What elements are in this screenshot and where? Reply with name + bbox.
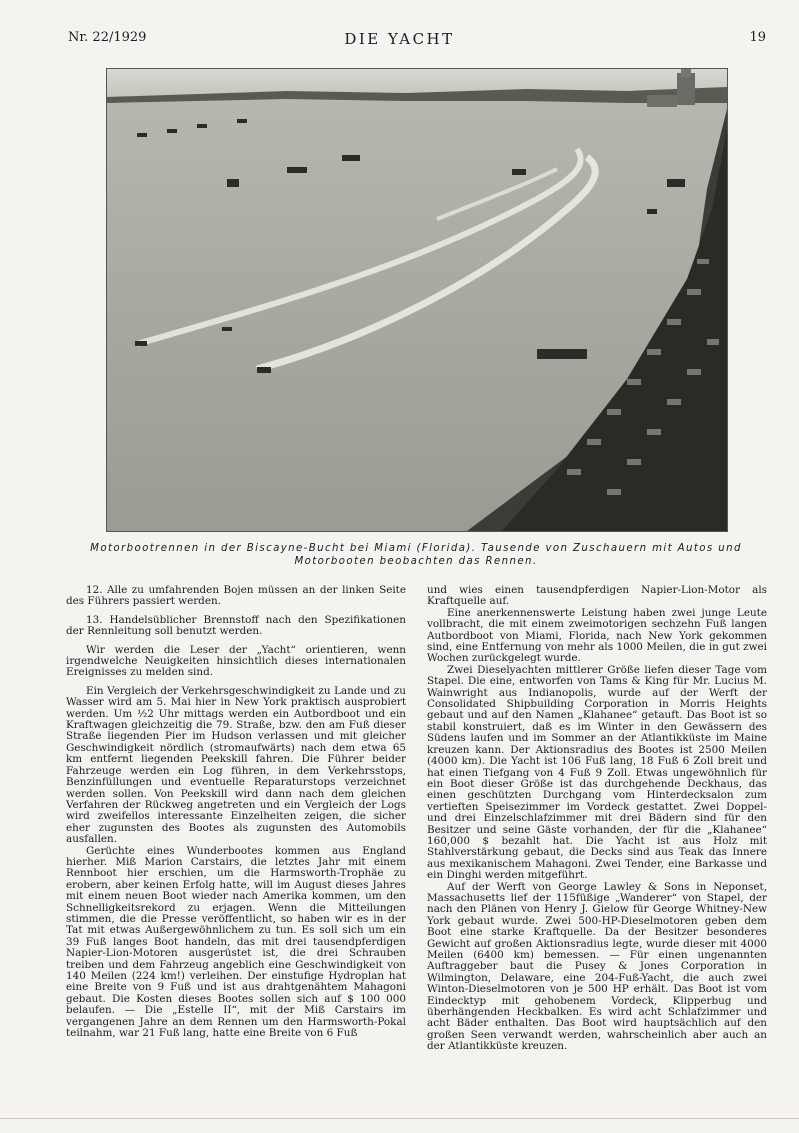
paragraph: 12. Alle zu umfahrenden Bojen müssen an der linken Seite des Führers passiert werden. [66, 584, 406, 608]
paragraph: Wir werden die Leser der „Yacht“ orientieren, wenn irgendwelche Neuigkeiten hinsichtlich dieses internationalen Ereignisses zu melden sind. [66, 643, 406, 679]
paragraph: Zwei Dieselyachten mittlerer Größe liefen dieser Tage vom Stapel. Die eine, entworfen von Tams & King für Mr. Lucius M. Wainwright aus Indianopolis, wurde auf der Werft der Consolidated Shipbuilding Corporation in Morris Heights gebaut und auf den Namen „Klahanee“ getauft. Das Boot ist so stabil konstruiert, daß es im Winter in den Gewässern des Südens laufen und im Sommer an der Atlantikküste im Maine kreuzen kann. Der Aktionsradius des Bootes ist 2500 Meilen (4000 km). Die Yacht ist 106 Fuß lang, 18 Fuß 6 Zoll breit und hat einen Tiefgang von 4 Fuß 9 Zoll. Etwas ungewöhnlich für ein Boot dieser Größe ist das durchgehende Deckhaus, das einen geschützten Durchgang vom Hinterdecksalon zum vertieften Speisezimmer im Vordeck gestattet. Zwei Doppel- und drei Einzelschlafzimmer mit drei Bädern sind für den Besitzer und seine Gäste vorhanden, der für die „Klahanee“ 160,000 $ bezahlt hat. Die Yacht ist aus Holz mit Stahlverstärkung gebaut, die Decks sind aus Teak das Innere aus mexikanischem Mahagoni. Zwei Tender, eine Barkasse und ein Dinghi werden mitgeführt. [427, 663, 767, 882]
page-number: 19 [749, 30, 766, 45]
paragraph: Eine anerkennenswerte Leistung haben zwei junge Leute vollbracht, die mit einem zweimotorigen sechzehn Fuß langen Autbordboot von Miami, Florida, nach New York gekommen sind, eine Entfernung von mehr als 1000 Meilen, die in gut zwei Wochen zurückgelegt wurde. [427, 606, 767, 665]
race-photo [106, 68, 728, 532]
paragraph: Gerüchte eines Wunderbootes kommen aus England hierher. Miß Marion Carstairs, die letztes Jahr mit einem Rennboot hier erschien, um die Harmsworth-Trophäe zu erobern, aber keinen Erfolg hatte, will im August dieses Jahres mit einem neuen Boot wieder nach Amerika kommen, um den Schnelligkeitsrekord zu erjagen. Wenn die Mitteilungen stimmen, die die Presse veröffentlicht, so haben wir es in der Tat mit etwas Außergewöhnlichem zu tun. Es soll sich um ein 39 Fuß langes Boot handeln, das mit drei tausendpferdigen Napier-Lion-Motoren ausgerüstet ist, die drei Schrauben treiben und dem Fahrzeug angeblich eine Geschwindigkeit von 140 Meilen (224 km!) verleihen. Der einstufige Hydroplan hat eine Breite von 9 Fuß und ist aus drahtgenähtem Mahagoni gebaut. Die Kosten dieses Bootes sollen sich auf $ 100 000 belaufen. — Die „Estelle II“, mit der Miß Carstairs im vergangenen Jahre an dem Rennen um den Harmsworth-Pokal teilnahm, war 21 Fuß lang, hatte eine Breite von 6 Fuß [66, 844, 406, 1040]
magazine-title: DIE YACHT [344, 30, 455, 48]
left-column [66, 585, 406, 1039]
paragraph: Ein Vergleich der Verkehrsgeschwindigkeit zu Lande und zu Wasser wird am 5. Mai hier in New York praktisch ausprobiert werden. Um ½2 Uhr mittags werden ein Autbordboot und ein Kraftwagen gleichzeitig die 79. Straße, bzw. den am Fuß dieser Straße liegenden Pier im Hudson verlassen und mit gleicher Geschwindigkeit nördlich (stromaufwärts) nach dem etwa 65 km entfernt liegenden Peekskill fahren. Die Führer beider Fahrzeuge werden ein Log führen, in dem Verkehrsstops, Benzinfüllungen und eventuelle Reparaturstops verzeichnet werden sollen. Von Peekskill wird dann nach dem gleichen Verfahren der Rückweg angetreten und ein Vergleich der Logs wird zweifellos interessante Einzelheiten zeigen, die sicher eher zugunsten des Bootes als zugunsten des Automobils ausfallen. [66, 684, 406, 846]
paragraph: und wies einen tausendpferdigen Napier-Lion-Motor als Kraftquelle auf. [427, 584, 767, 608]
issue-number: Nr. 22/1929 [68, 30, 147, 45]
page-edge-divider [0, 1118, 799, 1119]
race-photo-image [107, 69, 727, 531]
right-column [427, 585, 767, 1053]
paragraph: Auf der Werft von George Lawley & Sons in Neponset, Massachusetts lief der 115füßige „Wanderer“ von Stapel, der nach den Plänen von Henry J. Gielow für George Whitney-New York gebaut wurde. Zwei 500-HP-Dieselmotoren geben dem Boot eine starke Kraftquelle. Da der Besitzer besonderes Gewicht auf großen Aktionsradius legte, wurde dieser mit 4000 Meilen (6400 km) bemessen. — Für einen ungenannten Auftraggeber baut die Pusey & Jones Corporation in Wilmington, Delaware, eine 204-Fuß-Yacht, die auch zwei Winton-Dieselmotoren von je 500 HP erhält. Das Boot ist vom Eindecktyp mit gehobenem Vordeck, Klipperbug und überhängenden Heckbalken. Es wird acht Schlafzimmer und acht Bäder enthalten. Das Boot wird hauptsächlich auf den großen Seen verwandt werden, wahrscheinlich aber auch an der Atlantikküste kreuzen. [427, 880, 767, 1053]
photo-caption: Motorbootrennen in der Biscayne-Bucht bei Miami (Florida). Tausende von Zuschauern mit Autos und Motorbooten beobachten das Rennen. [90, 543, 742, 567]
paragraph: 13. Handelsüblicher Brennstoff nach den Spezifikationen der Rennleitung soll benutzt werden. [66, 613, 406, 638]
